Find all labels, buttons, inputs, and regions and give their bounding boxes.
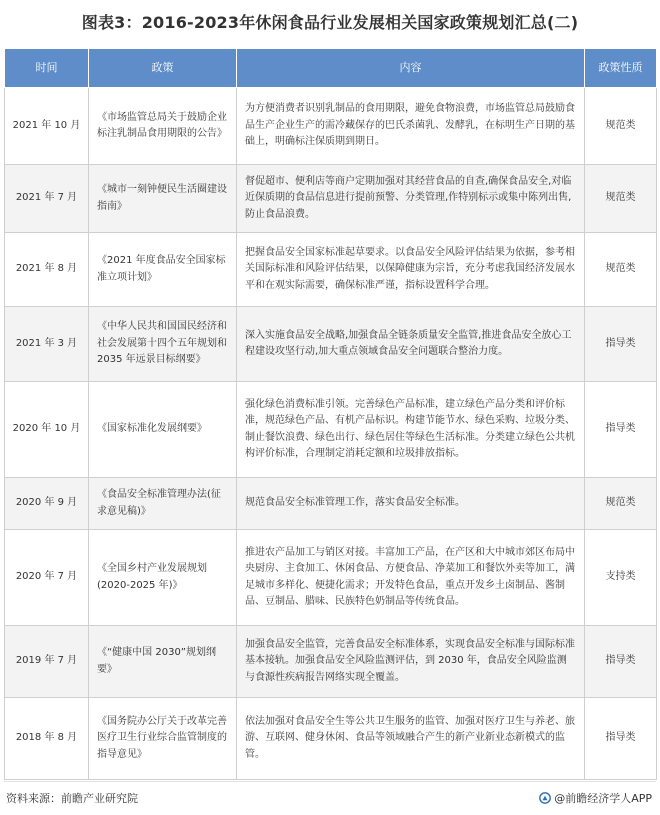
footer-divider [4, 781, 656, 782]
header-time: 时间 [5, 49, 89, 88]
cell-content: 深入实施食品安全战略,加强食品全链条质量安全监管,推进食品安全放心工程建设攻坚行动,加大重点领域食品安全问题联合整治力度。 [237, 307, 585, 382]
cell-nature: 指导类 [585, 307, 657, 382]
cell-policy: 《国家标准化发展纲要》 [89, 382, 237, 478]
cell-content: 强化绿色消费标准引领。完善绿色产品标准，建立绿色产品分类和评价标准，规范绿色产品、有机产品标识。构建节能节水、绿色采购、垃圾分类、制止餐饮浪费、绿色出行、绿色居住等绿色生活标准。分类建立绿色公共机构评价标准，合理制定消耗定额和垃圾排放指标。 [237, 382, 585, 478]
cell-nature: 规范类 [585, 478, 657, 530]
cell-policy: 《城市一刻钟便民生活圈建设指南》 [89, 165, 237, 233]
cell-policy: 《食品安全标准管理办法(征求意见稿)》 [89, 478, 237, 530]
table-row [5, 626, 657, 698]
brand-label: @前瞻经济学人APP [554, 792, 652, 805]
brand-logo-icon [539, 792, 551, 804]
cell-nature: 规范类 [585, 165, 657, 233]
table-header-row [5, 49, 657, 88]
cell-policy: 《“健康中国 2030”规划纲要》 [89, 626, 237, 698]
cell-content: 为方便消费者识别乳制品的食用期限，避免食物浪费，市场监管总局鼓励食品生产企业生产的需冷藏保存的巴氏杀菌乳、发酵乳，在标明生产日期的基础上，明确标注保质期到期日。 [237, 88, 585, 165]
cell-nature: 指导类 [585, 382, 657, 478]
cell-time: 2020 年 10 月 [5, 382, 89, 478]
header-content: 内容 [237, 49, 585, 88]
cell-time: 2020 年 7 月 [5, 530, 89, 626]
cell-time: 2020 年 9 月 [5, 478, 89, 530]
cell-nature: 支持类 [585, 530, 657, 626]
table-row [5, 307, 657, 382]
cell-time: 2021 年 3 月 [5, 307, 89, 382]
brand-credit [539, 790, 652, 806]
table-row [5, 478, 657, 530]
table-row [5, 530, 657, 626]
cell-nature: 规范类 [585, 233, 657, 307]
cell-policy: 《2021 年度食品安全国家标准立项计划》 [89, 233, 237, 307]
policy-table [4, 48, 657, 780]
cell-nature: 指导类 [585, 626, 657, 698]
cell-time: 2021 年 8 月 [5, 233, 89, 307]
cell-nature: 规范类 [585, 88, 657, 165]
table-row [5, 382, 657, 478]
cell-time: 2018 年 8 月 [5, 698, 89, 780]
table-row [5, 165, 657, 233]
cell-content: 依法加强对食品安全生等公共卫生服务的监管、加强对医疗卫生与养老、旅游、互联网、健身休闲、食品等领域融合产生的新产业新业态新模式的监管。 [237, 698, 585, 780]
source-note: 资料来源：前瞻产业研究院 [6, 792, 138, 805]
cell-nature: 指导类 [585, 698, 657, 780]
cell-policy: 《中华人民共和国国民经济和社会发展第十四个五年规划和 2035 年远景目标纲要》 [89, 307, 237, 382]
cell-policy: 《市场监管总局关于鼓励企业标注乳制品食用期限的公告》 [89, 88, 237, 165]
cell-content: 督促超市、便利店等商户定期加强对其经营食品的自查,确保食品安全,对临近保质期的食品信息进行提前预警、分类管理,作特别标示或集中陈列出售,防止食品浪费。 [237, 165, 585, 233]
cell-content: 把握食品安全国家标准起草要求。以食品安全风险评估结果为依据，参考相关国际标准和风险评估结果，以保障健康为宗旨，充分考虑我国经济发展水平和在观实际需要，确保标准严谨，指标设置科学合理。 [237, 233, 585, 307]
cell-content: 加强食品安全监管，完善食品安全标准体系，实现食品安全标准与国际标准基本接轨。加强食品安全风险监测评估，到 2030 年，食品安全风险监测与食源性疾病报告网络实现全覆盖。 [237, 626, 585, 698]
table-row [5, 88, 657, 165]
cell-content: 规范食品安全标准管理工作，落实食品安全标准。 [237, 478, 585, 530]
page-title: 图表3：2016-2023年休闲食品行业发展相关国家政策规划汇总(二) [81, 13, 579, 32]
cell-time: 2021 年 7 月 [5, 165, 89, 233]
cell-policy: 《全国乡村产业发展规划(2020-2025 年)》 [89, 530, 237, 626]
table-row [5, 698, 657, 780]
cell-time: 2019 年 7 月 [5, 626, 89, 698]
table-row [5, 233, 657, 307]
header-nature: 政策性质 [585, 49, 657, 88]
cell-content: 推进农产品加工与销区对接。丰富加工产品，在产区和大中城市郊区布局中央厨房、主食加工、休闲食品、方便食品、净菜加工和餐饮外卖等加工，满足城市多样化、便捷化需求；开发特色食品，重点开发乡土卤制品、酱制品、豆制品、腊味、民族特色奶制品等传统食品。 [237, 530, 585, 626]
cell-policy: 《国务院办公厅关于改革完善医疗卫生行业综合监管制度的指导意见》 [89, 698, 237, 780]
cell-time: 2021 年 10 月 [5, 88, 89, 165]
header-policy: 政策 [89, 49, 237, 88]
